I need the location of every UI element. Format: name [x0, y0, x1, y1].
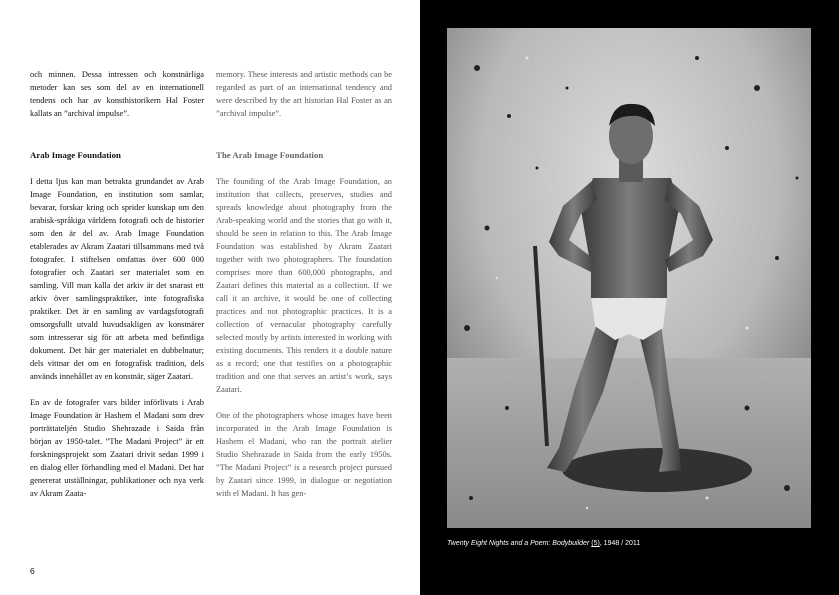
right-page — [420, 0, 839, 595]
swedish-paragraph-1: I detta ljus kan man betrakta grundandet av Arab Image Foundation, en institution som samlar, bevarar, forskar kring och sprider kunskap om den arabisk-språkiga världens fotografi och de historier som den är del av. Arab Image Foundation etablerades av Akram Zaatari tillsammans med två fotografer. I stiftelsen omfattas över 600 000 fotografier och Zaatari ser materialet som en samling. Vill man kalla det arkiv är det snarast ett arkiv över samlingspraktiker, inte fotografiska praktiker. Det är en samling av vardagsfotografi omsorgsfullt utvald huvudsakligen av konstnärer som intresserar sig för att arbeta med befintliga dokument. Det här ger materialet en dubbelnatur; dels vittnar det om en fotografisk tradition, dels används innehållet av en konstnär, säger Zaatari. — [30, 177, 204, 381]
photo-caption — [447, 540, 640, 547]
english-intro: memory. These interests and artistic methods can be regarded as part of an international tendency and were described by the art historian Hal Foster as an ”archival impulse”. — [216, 70, 392, 118]
caption-title: Twenty Eight Nights and a Poem: Bodybuilder — [447, 540, 590, 547]
english-heading: The Arab Image Foundation — [216, 150, 324, 160]
caption-years: , 1948 / 2011 — [599, 540, 641, 547]
english-column — [216, 68, 392, 500]
caption-reference: (5) — [591, 540, 600, 547]
english-paragraph-1: The founding of the Arab Image Foundation, an institution that collects, preserves, studies and spreads knowledge about photography from the Arab-speaking world and the stories that go with it, should be seen in relation to this. The Arab Image Foundation was established by Akram Zaatari together with two photographers. The foundation comprises more than 600,000 photographs, and Zaatari defines this material as a collection. If we call it an archive, it would be one of collecting practices and not photographic practices. It is a collection of vernacular photography carefully selected mostly by artists interested in working with existing documents. This renders it a double nature as a record; one that testifies on a photographic tradition and one that serves an artist’s work, says Zaatari. — [216, 177, 392, 394]
swedish-paragraph-2: En av de fotografer vars bilder införlivats i Arab Image Foundation är Hashem el Madani som drev porträttateljén Studio Shehrazade i Saida från början av 1950-talet. ”The Madani Project” är ett forskningsprojekt som Zaatari drivit sedan 1999 i en dialog eller förhandling med el Madani. Det har genererat utställningar, publikationer och nya verk av Akram Zaata- — [30, 398, 204, 498]
english-paragraph-2: One of the photographers whose images have been incorporated in the Arab Image Foundation is Hashem el Madani, who ran the portrait atelier Studio Shehrazade in Saida from the early 1950s. ”The Madani Project” is a research project pursued by Zaatari since 1999, in dialogue or negotiation with el Madani. It has gen- — [216, 411, 392, 498]
bodybuilder-photo-icon — [447, 28, 811, 528]
swedish-intro: och minnen. Dessa intressen och konstnärliga metoder kan ses som del av en internationell tendens och har av konsthistorikern Hal Foster kallats an ”archival impulse”. — [30, 70, 204, 118]
page-number: 6 — [30, 566, 35, 576]
swedish-column — [30, 68, 204, 500]
swedish-heading: Arab Image Foundation — [30, 150, 121, 160]
